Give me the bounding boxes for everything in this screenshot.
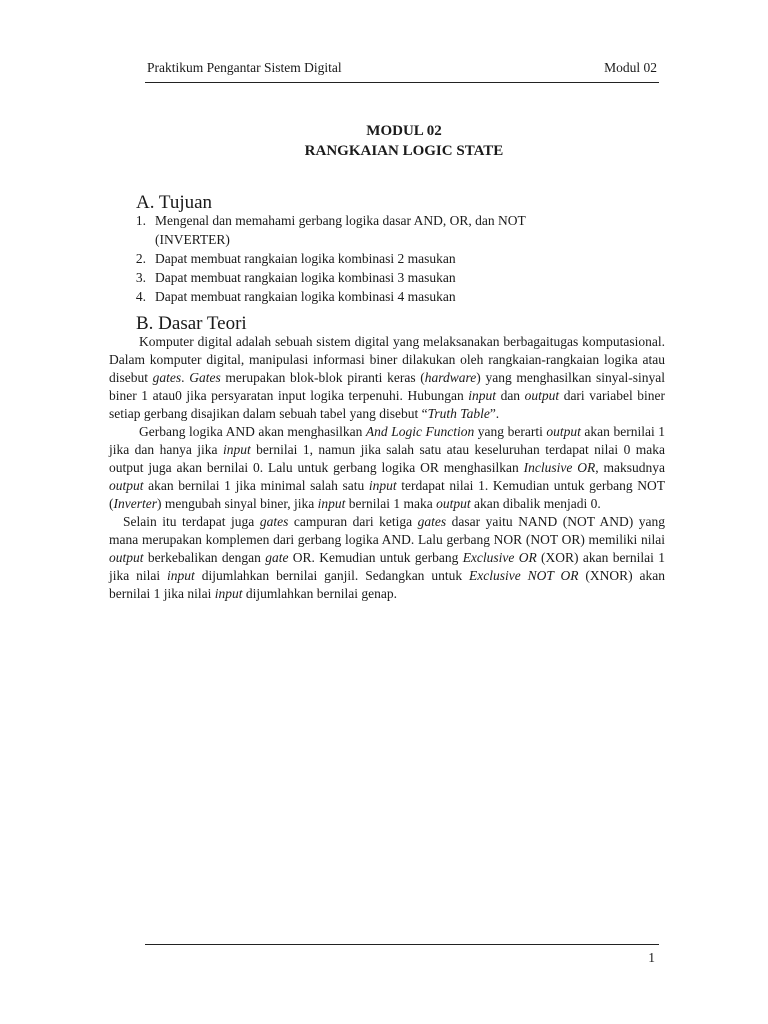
text-run-italic: hardware <box>424 370 477 385</box>
text-run: Komputer digital adalah sebuah sistem digital yang melaksanakan berbagaitugas komputasional. Dalam komputer digital, manipulasi informasi biner dilakukan oleh rangkaian-rangkaian logika atau disebut <box>109 334 665 385</box>
text-run-italic: Gates <box>189 370 221 385</box>
list-item-text: Dapat membuat rangkaian logika kombinasi 4 masukan <box>155 289 456 304</box>
text-run-italic: output <box>524 388 560 403</box>
list-item-text: Mengenal dan memahami gerbang logika dasar AND, OR, dan NOT (INVERTER) <box>155 213 526 247</box>
header-module-label: Modul 02 <box>604 60 657 75</box>
theory-paragraph-2 <box>109 423 665 513</box>
text-run-italic: output <box>546 424 581 439</box>
text-run: akan bernilai 1 jika dan hanya jika <box>109 424 665 457</box>
list-item <box>109 249 549 268</box>
text-run: , maksudnya <box>595 460 665 475</box>
list-item <box>109 287 549 306</box>
list-item-number: 4. <box>135 289 146 304</box>
text-run: (XOR) akan bernilai 1 jika nilai <box>109 550 666 583</box>
text-run: (XNOR) akan bernilai 1 jika nilai <box>109 568 665 601</box>
title-module: MODUL 02 <box>366 123 442 139</box>
text-run-italic: Exclusive NOT OR <box>468 568 579 583</box>
header-course-title: Praktikum Pengantar Sistem Digital <box>147 60 342 75</box>
text-run-italic: input <box>222 442 251 457</box>
text-run: . <box>181 370 190 385</box>
text-run-italic: input <box>368 478 397 493</box>
page-number: 1 <box>648 950 655 965</box>
text-run-italic: output <box>109 550 144 565</box>
section-a-heading: A. Tujuan <box>136 192 213 213</box>
text-run: merupakan blok-blok piranti keras ( <box>220 370 425 385</box>
objectives-list <box>109 211 549 306</box>
text-run: dasar yaitu NAND (NOT AND) yang mana merupakan komplemen dari gerbang logika AND. Lalu gerbang NOR (NOT OR) memiliki nilai <box>109 514 666 547</box>
text-run-italic: gates <box>152 370 182 385</box>
text-run: dijumlahkan bernilai ganjil. Sedangkan untuk <box>194 568 469 583</box>
text-run-italic: Exclusive OR <box>462 550 537 565</box>
text-run: dijumlahkan bernilai genap. <box>242 586 397 601</box>
list-item-number: 3. <box>135 270 146 285</box>
text-run-italic: input <box>214 586 243 601</box>
text-run: akan dibalik menjadi 0. <box>470 496 601 511</box>
text-run: akan bernilai 1 jika minimal salah satu <box>143 478 369 493</box>
list-item-text: Dapat membuat rangkaian logika kombinasi 2 masukan <box>155 251 456 266</box>
text-run: bernilai 1 maka <box>345 496 437 511</box>
text-run-italic: Truth Table <box>427 406 490 421</box>
text-run-italic: gates <box>259 514 289 529</box>
theory-paragraph-1 <box>109 333 665 423</box>
text-run: yang berarti <box>474 424 547 439</box>
list-item-text: Dapat membuat rangkaian logika kombinasi 3 masukan <box>155 270 456 285</box>
list-item <box>109 268 549 287</box>
text-run-italic: output <box>109 478 144 493</box>
theory-body <box>109 333 665 603</box>
text-run: bernilai 1, namun jika salah satu atau keseluruhan terdapat nilai 0 maka output juga akan bernilai 0. Lalu untuk gerbang logika OR menghasilkan <box>109 442 665 475</box>
text-run: Gerbang logika AND akan menghasilkan <box>139 424 366 439</box>
theory-paragraph-3 <box>109 513 665 603</box>
text-run-italic: gates <box>417 514 447 529</box>
text-run: OR. Kemudian untuk gerbang <box>288 550 463 565</box>
text-run: berkebalikan dengan <box>143 550 266 565</box>
list-item <box>109 211 549 249</box>
text-run-italic: Inverter <box>113 496 157 511</box>
page-header <box>145 58 659 83</box>
text-run-italic: gate <box>265 550 289 565</box>
list-item-number: 1. <box>135 213 146 228</box>
text-run-italic: Inclusive OR <box>523 460 596 475</box>
text-run: dari variabel biner setiap gerbang disajikan dalam sebuah tabel yang disebut “ <box>109 388 665 421</box>
text-run-italic: input <box>468 388 497 403</box>
list-item-number: 2. <box>135 251 146 266</box>
section-b-heading: B. Dasar Teori <box>136 313 247 334</box>
text-run: ) yang menghasilkan sinyal-sinyal biner 1 atau0 jika persyaratan input logika terpenuhi. Hubungan <box>109 370 665 403</box>
text-run-italic: output <box>436 496 471 511</box>
document-title <box>0 121 768 161</box>
text-run: ) mengubah sinyal biner, jika <box>156 496 318 511</box>
text-run-italic: And Logic Function <box>365 424 475 439</box>
footer-rule <box>145 944 659 945</box>
text-run-italic: input <box>167 568 195 583</box>
text-run: Selain itu terdapat juga <box>123 514 260 529</box>
text-run-italic: input <box>317 496 346 511</box>
text-run: terdapat nilai 1. Kemudian untuk gerbang NOT ( <box>109 478 665 511</box>
text-run: campuran dari ketiga <box>288 514 418 529</box>
title-topic: RANGKAIAN LOGIC STATE <box>304 143 504 159</box>
text-run: ”. <box>489 406 500 421</box>
text-run: dan <box>496 388 525 403</box>
